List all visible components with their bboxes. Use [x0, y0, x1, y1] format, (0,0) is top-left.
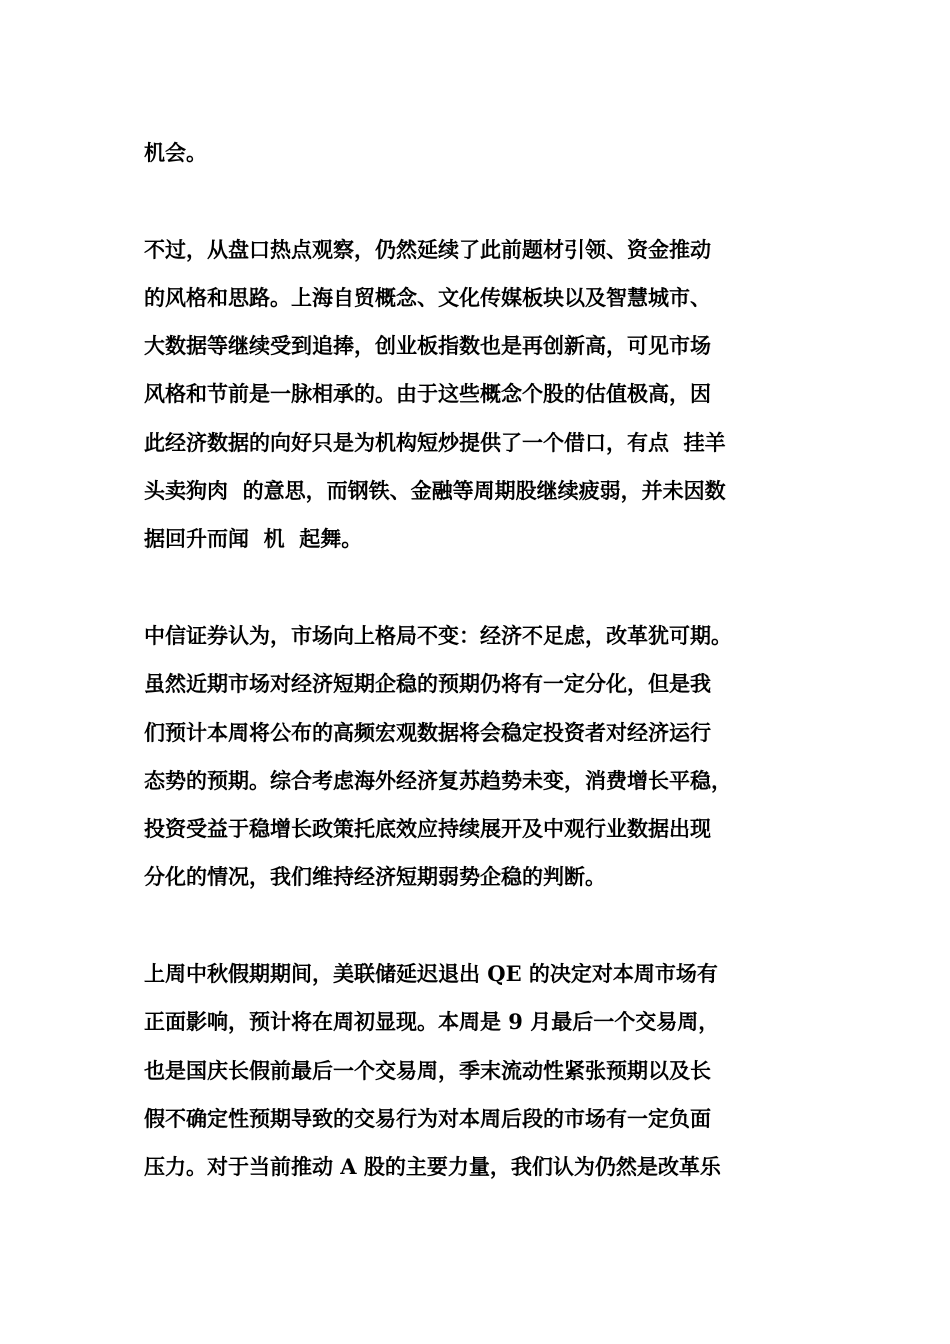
- document-body: [144, 129, 824, 1192]
- text-line: 风格和节前是一脉相承的。由于这些概念个股的估值极高，因: [144, 381, 711, 407]
- text-line: 态势的预期。综合考虑海外经济复苏趋势未变，消费增长平稳，: [144, 767, 732, 793]
- paragraph-spacer: [144, 902, 824, 950]
- text-line: 上周中秋假期期间，美联储延迟退出 QE 的决定对本周市场有: [144, 961, 718, 987]
- paragraph: [144, 950, 824, 1191]
- text-line: 机会。: [144, 140, 207, 165]
- paragraph-spacer: [144, 564, 824, 612]
- text-line: 头卖狗肉 的意思，而钢铁、金融等周期股继续疲弱，并未因数: [144, 478, 726, 504]
- text-line: 也是国庆长假前最后一个交易周，季末流动性紧张预期以及长: [144, 1057, 711, 1083]
- paragraph: [144, 129, 824, 177]
- paragraph: [144, 226, 824, 564]
- text-line: 正面影响，预计将在周初显现。本周是 9 月最后一个交易周，: [144, 1009, 720, 1035]
- text-line: 分化的情况，我们维持经济短期弱势企稳的判断。: [144, 864, 606, 890]
- text-line: 虽然近期市场对经济短期企稳的预期仍将有一定分化，但是我: [144, 671, 711, 697]
- text-line: 投资受益于稳增长政策托底效应持续展开及中观行业数据出现: [144, 816, 711, 842]
- text-line: 不过，从盘口热点观察，仍然延续了此前题材引领、资金推动: [144, 236, 711, 262]
- text-line: 压力。对于当前推动 A 股的主要力量，我们认为仍然是改革乐: [144, 1154, 721, 1180]
- text-line: 此经济数据的向好只是为机构短炒提供了一个借口，有点 挂羊: [144, 429, 726, 455]
- text-line: 中信证券认为，市场向上格局不变：经济不足虑，改革犹可期。: [144, 622, 732, 648]
- paragraph: [144, 612, 824, 902]
- text-line: 的风格和思路。上海自贸概念、文化传媒板块以及智慧城市、: [144, 284, 711, 310]
- paragraph-spacer: [144, 177, 824, 225]
- text-line: 大数据等继续受到追捧，创业板指数也是再创新高，可见市场: [144, 333, 711, 359]
- text-line: 据回升而闻 机 起舞。: [144, 526, 363, 552]
- text-line: 们预计本周将公布的高频宏观数据将会稳定投资者对经济运行: [144, 719, 711, 745]
- text-line: 假不确定性预期导致的交易行为对本周后段的市场有一定负面: [144, 1105, 711, 1131]
